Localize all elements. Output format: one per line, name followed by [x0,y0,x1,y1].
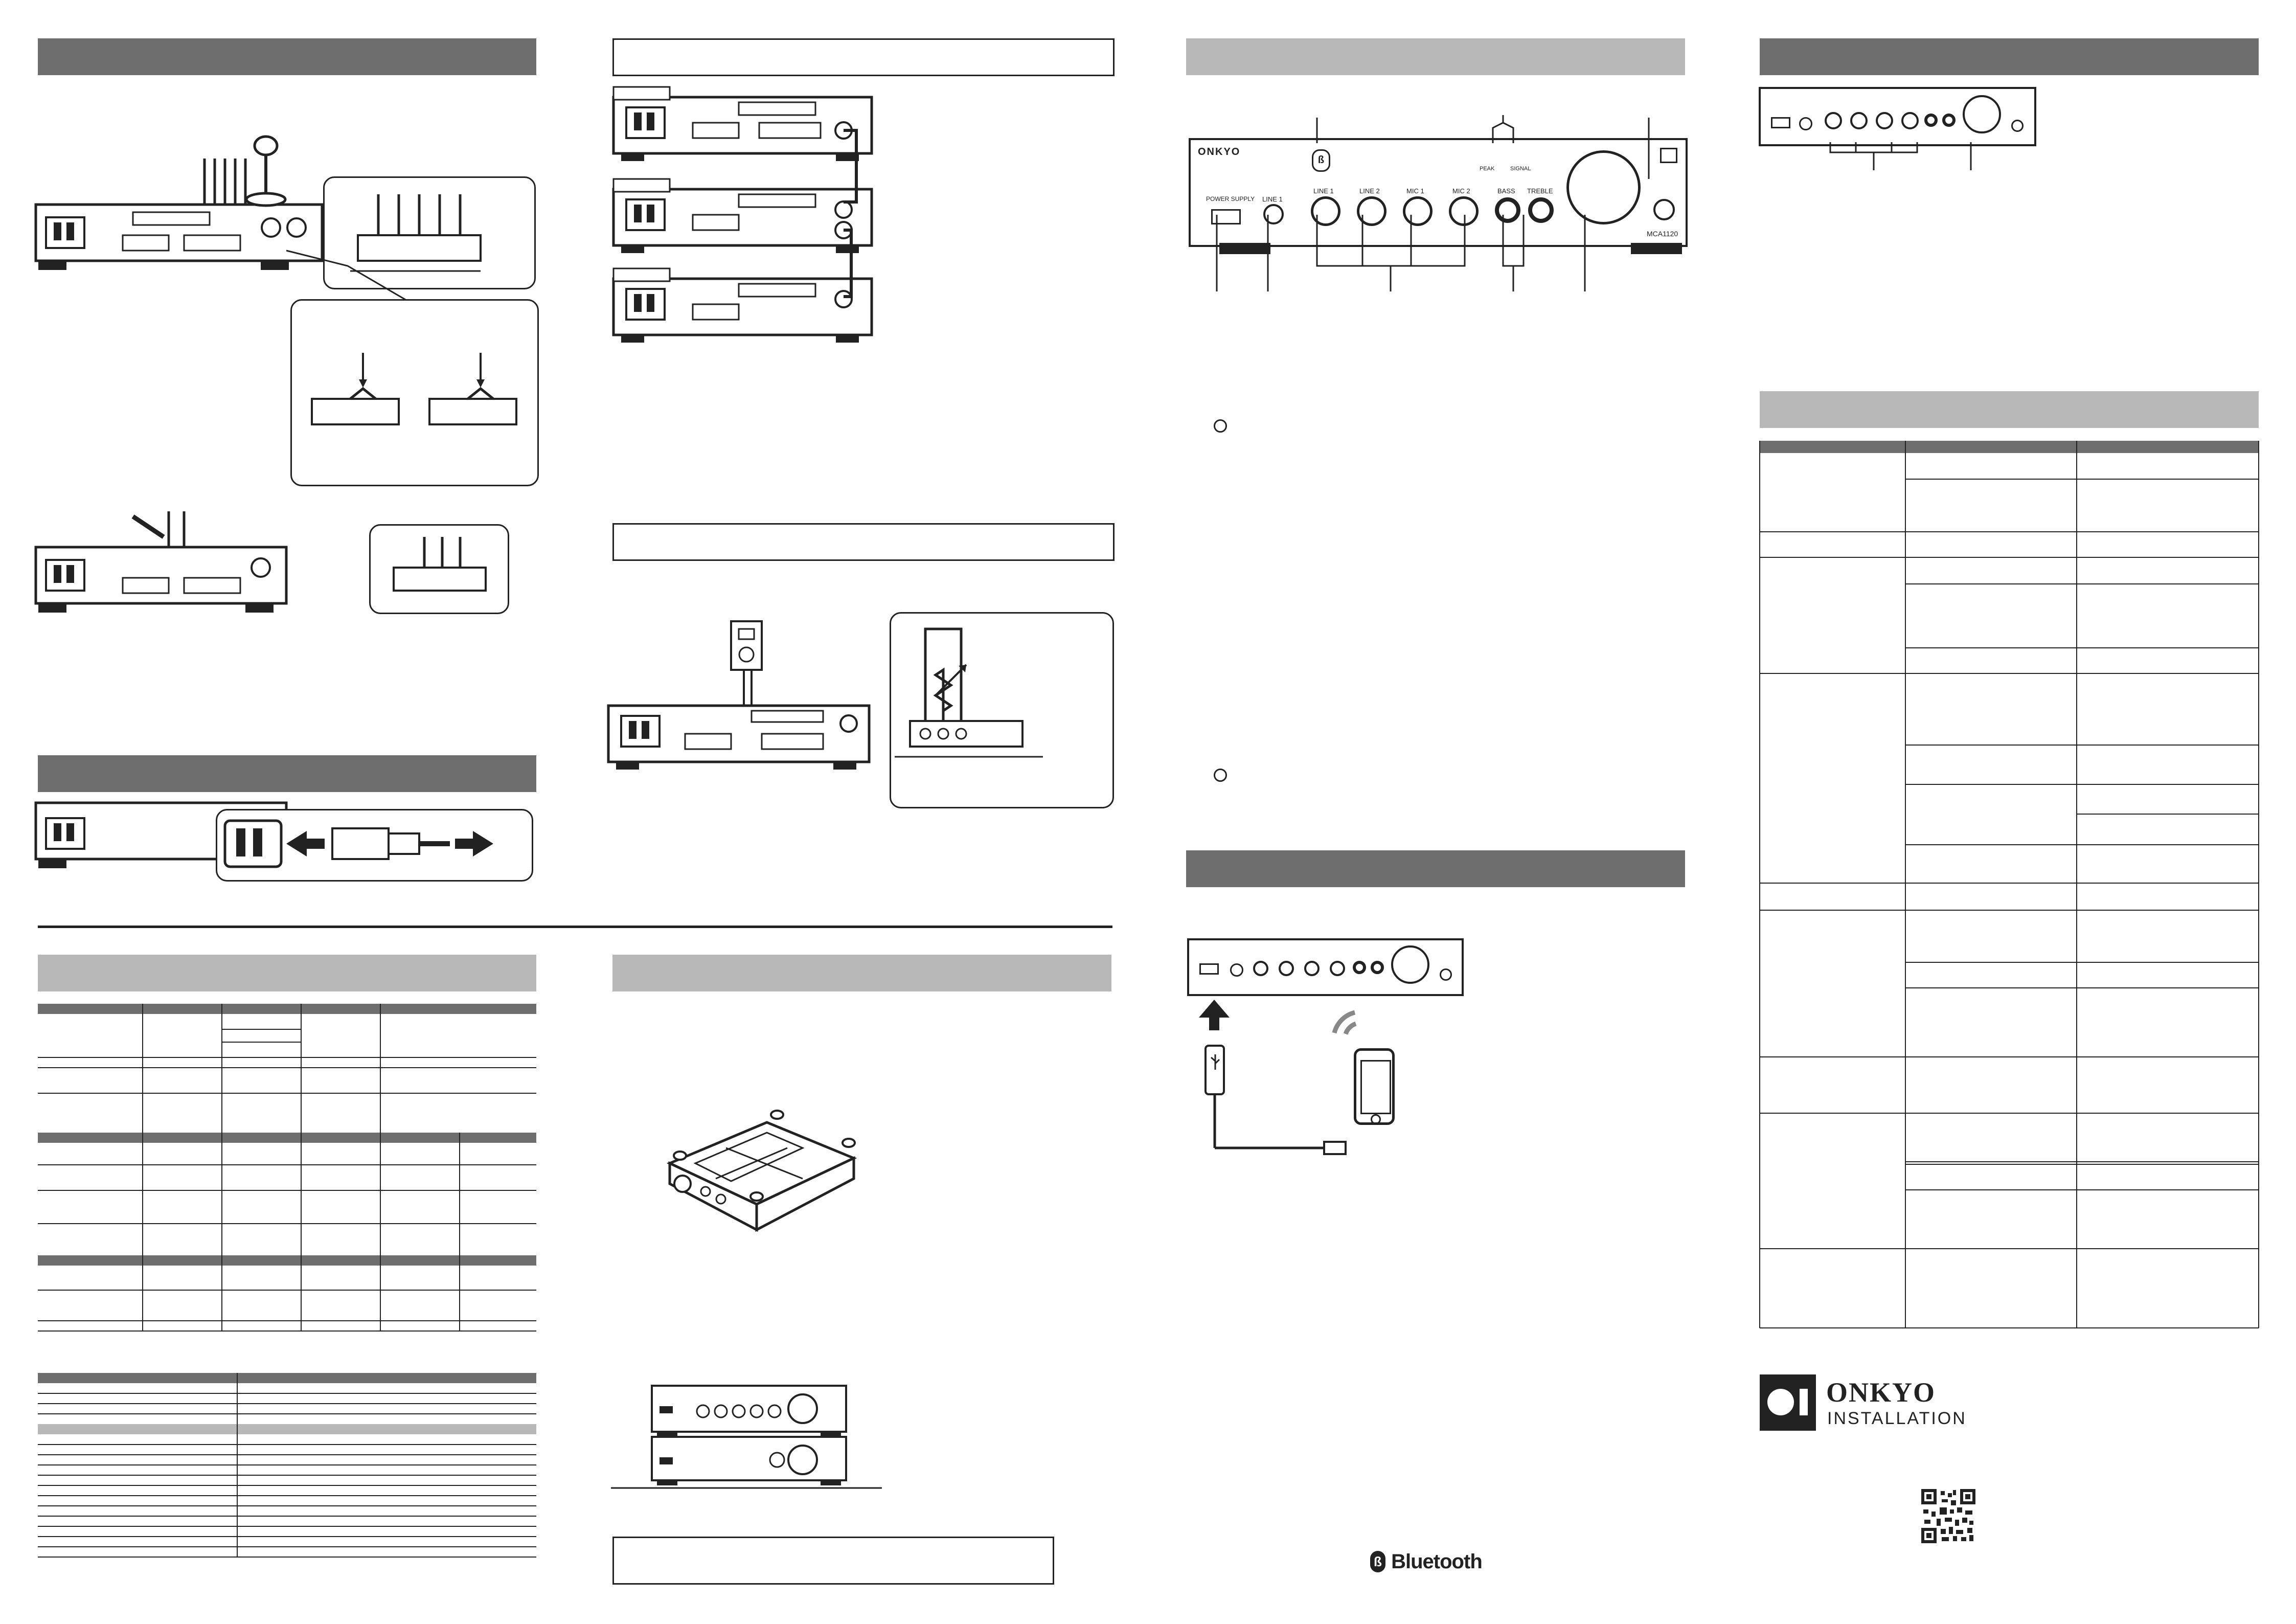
stacked-units-diagram [611,82,897,343]
wiring-detail-diagram [302,348,527,450]
troubleshooting-table [1760,441,2259,1328]
power-supply-label: POWER SUPPLY [1206,195,1255,202]
rear-panel-diagram-mic [36,506,343,624]
section-title-box [612,523,1115,561]
callout-connector [286,245,409,307]
line2-knob [1279,961,1294,976]
section-header-bar [38,38,536,75]
small-front-panel [1759,87,2036,146]
treble-knob [1371,961,1384,974]
remote-volume-diagram [608,619,895,777]
power-icon [2011,120,2024,132]
mic-terminal-detail [389,537,491,603]
mic1-knob [1304,961,1320,976]
small-panel-callouts [1759,142,2035,173]
wireless-signal-icon [1324,1002,1365,1048]
mic2-label: MIC 2 [1452,187,1470,195]
model-label: MCA1120 [1647,230,1678,238]
peak-label: PEAK [1480,166,1495,172]
section-header-bar [38,755,536,792]
spec-table-1 [38,1004,536,1331]
line1-jack [1799,117,1812,130]
bluetooth-icon: ß [1312,149,1330,172]
section-header-bar [612,955,1111,991]
bluetooth-wordmark-text: Bluetooth [1391,1550,1482,1573]
line1-knob [1825,112,1842,129]
section-title-box [612,38,1115,76]
usb-plug-icon [1209,1053,1222,1071]
signal-label: SIGNAL [1510,166,1531,172]
power-cord-detail [225,816,527,872]
line2-knob [1850,112,1868,129]
section-header-bar [1186,850,1685,887]
bluetooth-wordmark: ß Bluetooth [1370,1549,1482,1573]
master-volume-knob [1391,945,1429,984]
note-indicator-icon [1214,769,1227,782]
mic1-knob [1876,112,1893,129]
note-box [612,1537,1054,1585]
line1-label: LINE 1 [1262,195,1283,203]
mounting-feet-diagram [649,1081,864,1255]
bass-label: BASS [1497,187,1515,195]
mic2-knob [1330,961,1345,976]
spec-table-2 [38,1373,536,1557]
stacked-front-panels [611,1383,897,1501]
line1-jack [1230,963,1243,977]
front-brand-logo: ONKYO [1198,146,1241,157]
treble-knob [1942,114,1956,127]
master-volume-knob [1963,95,2001,133]
onkyo-brand-sub: INSTALLATION [1827,1409,1967,1428]
usb-port [1771,117,1790,128]
line2-label: LINE 2 [1359,187,1380,195]
onkyo-brand-name: ONKYO [1826,1377,1936,1408]
qr-code-icon [1921,1489,1975,1543]
front-panel-callouts [1186,112,1687,297]
smartphone-icon [1354,1048,1395,1125]
section-header-bar [38,955,536,991]
bt-diagram-front-panel [1187,938,1464,996]
line1-knob [1253,961,1268,976]
section-divider [38,926,1112,928]
bass-knob [1924,114,1938,127]
section-header-bar [1186,38,1685,75]
bluetooth-indicator-icon [1214,419,1227,433]
usb-port [1199,963,1219,975]
volume-detail-diagram [895,619,1099,772]
line2-knob-label-1: LINE 1 [1313,187,1334,195]
onkyo-installation-logo-mark [1760,1374,1816,1431]
mic1-label: MIC 1 [1406,187,1424,195]
bass-knob [1353,961,1366,974]
treble-label: TREBLE [1527,187,1553,195]
power-icon [1440,968,1452,981]
section-header-bar [1760,38,2259,75]
section-header-bar [1760,391,2259,428]
microphone-icon [245,133,286,210]
mic2-knob [1901,112,1919,129]
